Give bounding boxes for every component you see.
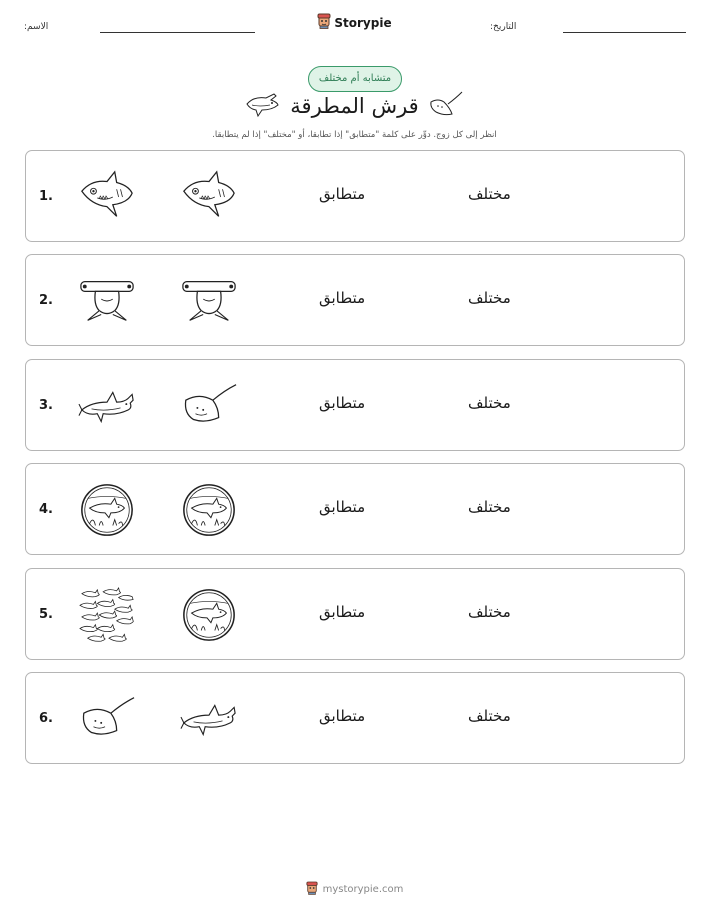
footer [0, 880, 709, 899]
same-option[interactable]: متطابق [319, 707, 366, 725]
row-number: 1. [39, 189, 53, 204]
same-option[interactable]: متطابق [319, 185, 366, 203]
row-number: 4. [39, 502, 53, 518]
shark-circle-scene-icon [180, 481, 238, 539]
footer-site: mystorypie.com [322, 884, 404, 895]
hammerhead-front-icon [78, 272, 136, 330]
different-option[interactable]: مختلف [468, 498, 511, 517]
question-row [25, 463, 685, 555]
different-option[interactable]: مختلف [468, 393, 511, 412]
question-row [25, 150, 685, 242]
topic-badge: متشابه أم مختلف [308, 66, 402, 92]
different-option[interactable]: مختلف [468, 289, 511, 308]
question-row [25, 568, 685, 660]
different-option[interactable]: مختلف [468, 707, 511, 725]
same-option[interactable]: متطابق [319, 602, 366, 621]
brand-name: Storypie [334, 16, 392, 30]
different-option[interactable]: مختلف [468, 185, 511, 203]
question-row [25, 359, 685, 451]
shark-school-icon [78, 586, 136, 644]
row-number: 3. [39, 397, 53, 413]
storypie-logo-icon [317, 13, 331, 33]
same-option[interactable]: متطابق [319, 289, 366, 308]
stingray-icon [428, 90, 464, 122]
row-number: 2. [39, 293, 53, 309]
same-option[interactable]: متطابق [319, 393, 366, 412]
different-option[interactable]: مختلف [468, 602, 511, 621]
hammerhead-side-icon [180, 690, 238, 748]
row-number: 6. [39, 711, 53, 726]
instruction-text: انظر إلى كل زوج. دوِّر على كلمة "متطابق" إذا تطابقا، أو "مختلف" إذا لم يتطابقا. [212, 130, 497, 140]
date-label: التاريخ: [490, 22, 517, 32]
brand [0, 13, 709, 33]
question-row [25, 254, 685, 346]
shark-front-icon [180, 168, 238, 226]
row-number: 5. [39, 606, 53, 622]
hammerhead-front-icon [180, 272, 238, 330]
stingray-icon [78, 690, 136, 748]
shark-circle-scene-icon [78, 481, 136, 539]
stingray-icon [180, 377, 238, 435]
question-row [25, 672, 685, 764]
same-option[interactable]: متطابق [319, 498, 366, 517]
name-label: الاسم: [24, 22, 49, 32]
hammerhead-side-icon [78, 377, 136, 435]
storypie-logo-icon [306, 881, 318, 898]
name-line [100, 32, 255, 33]
shark-front-icon [78, 168, 136, 226]
page-title: قرش المطرقة [290, 94, 419, 118]
shark-circle-scene-icon [180, 586, 238, 644]
